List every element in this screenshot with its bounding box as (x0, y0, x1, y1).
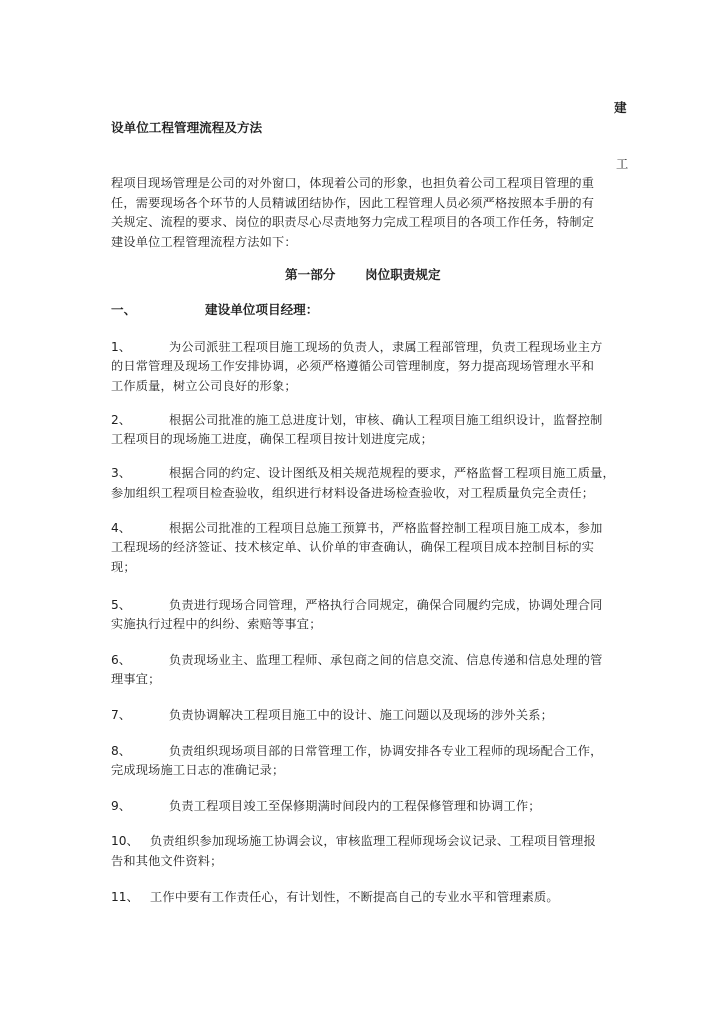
item-number: 5、 (111, 598, 131, 612)
item-text: 负责现场业主、监理工程师、承包商之间的信息交流、信息传递和信息处理的管 (169, 653, 603, 667)
item-number: 4、 (111, 521, 131, 535)
document-title: 设单位工程管理流程及方法 (111, 120, 263, 135)
item-text: 告和其他文件资料； (111, 854, 223, 868)
item-text: 实施执行过程中的纠纷、索赔等事宜； (111, 617, 322, 631)
intro-line: 关规定、流程的要求、岗位的职责尽心尽责地努力完成工程项目的各项工作任务，特制定 (111, 215, 595, 229)
intro-line: 程项目现场管理是公司的对外窗口，体现着公司的形象，也担负着公司工程项目管理的重 (111, 176, 595, 190)
item-number: 11、 (111, 890, 139, 904)
item-text: 负责协调解决工程项目施工中的设计、施工问题以及现场的涉外关系； (169, 708, 554, 722)
title-first-char: 建 (614, 100, 627, 115)
item-number: 8、 (111, 744, 131, 758)
intro-first-char: 工 (616, 157, 629, 171)
item-text: 负责进行现场合同管理，严格执行合同规定，确保合同履约完成，协调处理合同 (169, 598, 603, 612)
item-text: 工作质量，树立公司良好的形象； (111, 379, 297, 393)
item-number: 1、 (111, 340, 131, 354)
item-number: 6、 (111, 653, 131, 667)
item-number: 10、 (111, 834, 139, 848)
item-text: 工作中要有工作责任心，有计划性，不断提高自己的专业水平和管理素质。 (150, 890, 559, 904)
item-text: 完成现场施工日志的准确记录； (111, 763, 285, 777)
item-text: 为公司派驻工程项目施工现场的负责人，隶属工程部管理，负责工程现场业主方 (169, 340, 603, 354)
section-title: 建设单位项目经理： (205, 302, 319, 317)
item-text: 负责组织参加现场施工协调会议，审核监理工程师现场会议记录、工程项目管理报 (150, 834, 596, 848)
item-text: 负责组织现场项目部的日常管理工作，协调安排各专业工程师的现场配合工作， (169, 744, 603, 758)
part-heading: 第一部分 (285, 267, 336, 282)
item-number: 7、 (111, 708, 131, 722)
item-text: 工程现场的经济签证、技术核定单、认价单的审查确认，确保工程项目成本控制目标的实 (111, 540, 595, 554)
item-text: 根据公司批准的施工总进度计划，审核、确认工程项目施工组织设计，监督控制 (169, 413, 603, 427)
part-title: 岗位职责规定 (365, 267, 441, 282)
intro-line: 任，需要现场各个环节的人员精诚团结协作，因此工程管理人员必须严格按照本手册的有 (111, 196, 595, 210)
item-text: 参加组织工程项目检查验收，组织进行材料设备进场检查验收，对工程质量负完全责任； (111, 486, 595, 500)
item-text: 根据公司批准的工程项目总施工预算书，严格监督控制工程项目施工成本，参加 (169, 521, 603, 535)
item-text: 根据合同的约定、设计图纸及相关规范规程的要求，严格监督工程项目施工质量， (169, 466, 615, 480)
item-text: 工程项目的现场施工进度，确保工程项目按计划进度完成； (111, 432, 434, 446)
item-text: 现； (111, 560, 136, 574)
section-number: 一、 (111, 302, 137, 317)
item-text: 理事宜； (111, 672, 161, 686)
item-number: 9、 (111, 799, 131, 813)
item-text: 的日常管理及现场工作安排协调，必须严格遵循公司管理制度，努力提高现场管理水平和 (111, 359, 595, 373)
item-text: 负责工程项目竣工至保修期满时间段内的工程保修管理和协调工作； (169, 799, 541, 813)
intro-line: 建设单位工程管理流程方法如下： (111, 235, 297, 249)
item-number: 2、 (111, 413, 131, 427)
item-number: 3、 (111, 466, 131, 480)
